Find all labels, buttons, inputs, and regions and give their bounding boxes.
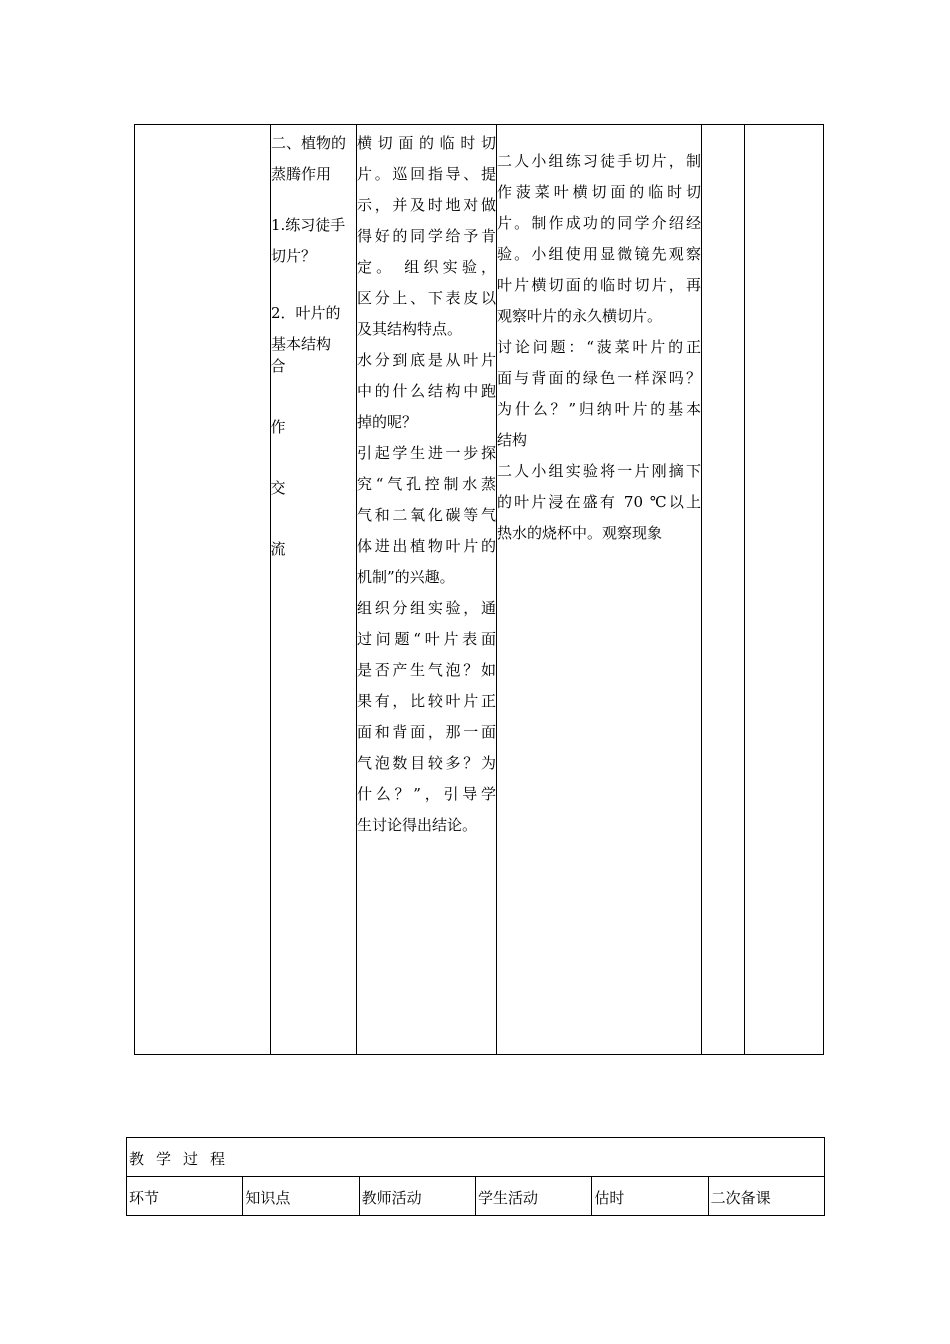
teacher-activity-cell <box>357 125 497 1055</box>
teacher-line: 气泡数目较多？为 <box>357 754 496 772</box>
teacher-line: 横切面的临时切 <box>357 134 496 152</box>
student-activity-text <box>497 146 701 549</box>
teacher-line: 水分到底是从叶片 <box>357 351 496 369</box>
teacher-line: 面和背面，那一面 <box>357 723 496 741</box>
teacher-line: 果有，比较叶片正 <box>357 692 496 710</box>
stage-cell: 合 作 交 流 <box>135 125 271 1055</box>
knowledge-heading: 二、植物的 蒸腾作用 <box>271 134 347 183</box>
student-line: 的叶片浸在盛有 70 ℃以上 <box>497 493 701 511</box>
teacher-line: 气和二氧化碳等气 <box>357 506 496 524</box>
teacher-line: 示，并及时地对做 <box>357 196 496 214</box>
student-line: 叶片横切面的临时切片，再 <box>497 276 701 294</box>
header-stage: 环节 <box>127 1177 243 1216</box>
teacher-line: 及其结构特点。 <box>357 320 463 338</box>
teacher-line: 区分上、下表皮以 <box>357 289 496 307</box>
teacher-line: 生讨论得出结论。 <box>357 816 478 834</box>
revision-cell <box>745 125 824 1055</box>
teacher-line: 中的什么结构中跑 <box>357 382 496 400</box>
teacher-line: 引起学生进一步探 <box>357 444 496 462</box>
header-teacher-activity: 教师活动 <box>359 1177 475 1216</box>
student-line: 作菠菜叶横切面的临时切 <box>497 183 701 201</box>
header-revision: 二次备课 <box>708 1177 824 1216</box>
student-line: 片。制作成功的同学介绍经 <box>497 214 701 232</box>
teacher-line: 机制”的兴趣。 <box>357 568 455 586</box>
time-cell <box>702 125 745 1055</box>
student-line: 结构 <box>497 431 528 449</box>
student-activity-cell <box>497 125 702 1055</box>
student-line: 面与背面的绿色一样深吗？ <box>497 369 701 387</box>
teacher-line: 定。 组织实验， <box>357 258 496 276</box>
student-line: 讨论问题：“菠菜叶片的正 <box>497 338 701 356</box>
teacher-line: 掉的呢？ <box>357 413 418 431</box>
student-line: 观察叶片的永久横切片。 <box>497 307 663 325</box>
lesson-table <box>134 124 824 1055</box>
header-student-activity: 学生活动 <box>475 1177 591 1216</box>
process-title: 教学过程 <box>127 1138 825 1177</box>
teacher-line: 得好的同学给予肯 <box>357 227 496 245</box>
teacher-line: 片。巡回指导、提 <box>357 165 496 183</box>
student-line: 二人小组练习徒手切片，制 <box>497 152 701 170</box>
knowledge-item-2: 2．叶片的 基本结构 <box>271 304 341 353</box>
teacher-line: 是否产生气泡？如 <box>357 661 496 679</box>
teacher-line: 过问题“叶片表面 <box>357 630 496 648</box>
student-line: 二人小组实验将一片刚摘下 <box>497 462 701 480</box>
teacher-line: 体进出植物叶片的 <box>357 537 496 555</box>
student-line: 为什么？”归纳叶片的基本 <box>497 400 701 418</box>
header-time: 估时 <box>592 1177 708 1216</box>
student-line: 验。小组使用显微镜先观察 <box>497 245 701 263</box>
teacher-line: 组织分组实验，通 <box>357 599 496 617</box>
process-header-table <box>126 1137 825 1216</box>
knowledge-item-1: 1.练习徒手 切片？ <box>271 216 346 265</box>
teacher-line: 究“气孔控制水蒸 <box>357 475 496 493</box>
student-line: 热水的烧杯中。观察现象 <box>497 524 663 542</box>
teacher-activity-text <box>357 128 496 841</box>
teacher-line: 什么？”，引导学 <box>357 785 496 803</box>
header-knowledge: 知识点 <box>243 1177 359 1216</box>
